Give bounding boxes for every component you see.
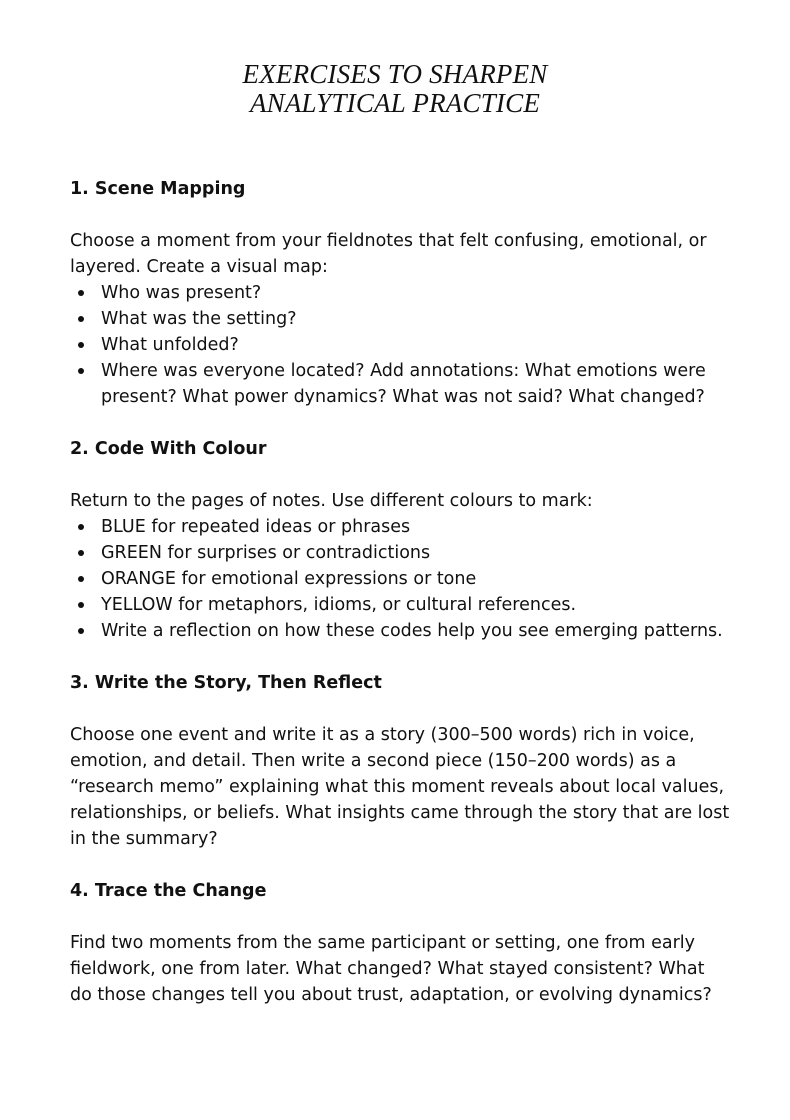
- section-intro: Return to the pages of notes. Use different colours to mark:: [70, 491, 593, 511]
- list-item: What was the setting?: [101, 306, 730, 332]
- section-heading: 4. Trace the Change: [70, 881, 267, 901]
- section-write-the-story: [70, 670, 730, 852]
- section-heading: 3. Write the Story, Then Reflect: [70, 673, 382, 693]
- list-item: What unfolded?: [101, 332, 730, 358]
- section-trace-the-change: [70, 878, 730, 1008]
- page-title-line-1: EXERCISES TO SHARPEN: [242, 59, 548, 89]
- section-scene-mapping: [70, 176, 730, 410]
- bullet-list: [70, 280, 730, 410]
- section-body: Choose one event and write it as a story (300–500 words) rich in voice, emotion, and detail. Then write a second piece (150–200 words) as a “research memo” explaining what this moment reveals about local values, relationships, or beliefs. What insights came through the story that are lost in the summary?: [70, 725, 730, 849]
- section-code-with-colour: [70, 436, 730, 644]
- section-heading: 2. Code With Colour: [70, 439, 267, 459]
- bullet-list: [70, 514, 730, 644]
- document-body: [70, 176, 730, 1008]
- list-item: Where was everyone located? Add annotations: What emotions were present? What power dynamics? What was not said? What changed?: [101, 358, 730, 410]
- list-item: YELLOW for metaphors, idioms, or cultural references.: [101, 592, 730, 618]
- page-title: [0, 60, 790, 118]
- section-intro: Choose a moment from your fieldnotes that felt confusing, emotional, or layered. Create a visual map:: [70, 231, 707, 277]
- section-heading: 1. Scene Mapping: [70, 179, 246, 199]
- page-title-line-2: ANALYTICAL PRACTICE: [249, 88, 541, 118]
- list-item: Who was present?: [101, 280, 730, 306]
- section-body: Find two moments from the same participant or setting, one from early fieldwork, one from later. What changed? What stayed consistent? What do those changes tell you about trust, adaptation, or evolving dynamics?: [70, 933, 712, 1005]
- list-item: GREEN for surprises or contradictions: [101, 540, 730, 566]
- list-item: BLUE for repeated ideas or phrases: [101, 514, 730, 540]
- list-item: Write a reflection on how these codes help you see emerging patterns.: [101, 618, 730, 644]
- list-item: ORANGE for emotional expressions or tone: [101, 566, 730, 592]
